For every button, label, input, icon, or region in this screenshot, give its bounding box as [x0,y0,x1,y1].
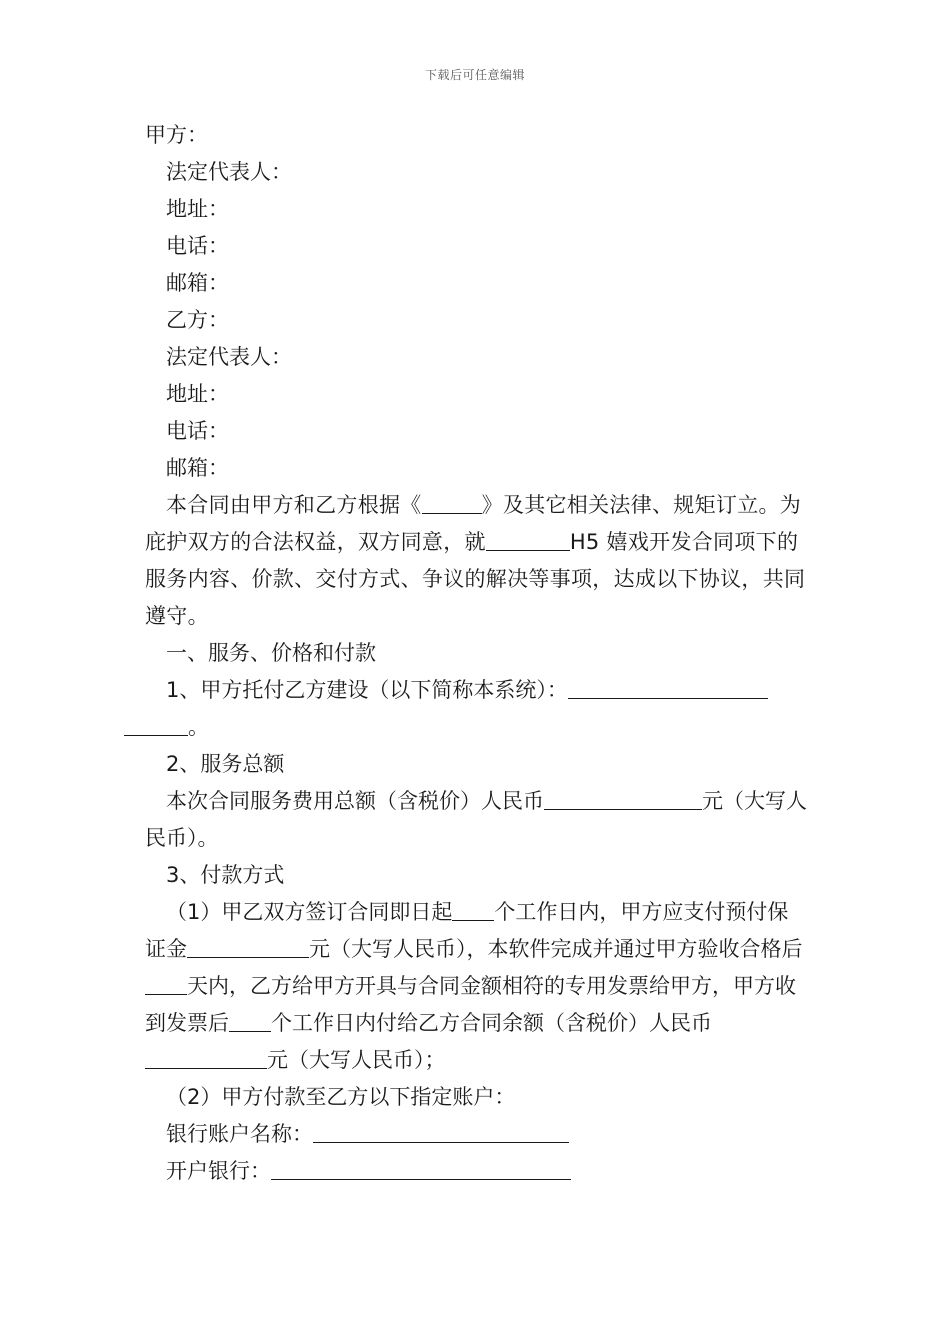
party-a-email: 邮箱： [166,271,229,295]
bank-name-line [145,1153,807,1190]
party-b-address: 地址： [166,382,229,406]
item-3-p1-d: 天内，乙方给甲方开具与合同金额相符的专用发票给甲方，甲方收到发票后 [145,974,796,1035]
contract-body [145,117,807,1190]
party-a-phone: 电话： [166,234,229,258]
bank-name-blank[interactable] [271,1155,571,1180]
item-3-para-1 [145,894,807,1079]
prepay-days-blank[interactable] [452,896,494,921]
bank-account-name-line [145,1116,807,1153]
item-2-text [145,783,807,857]
party-a-rep: 法定代表人： [166,160,292,184]
item-3-p1-e: 个工作日内付给乙方合同余额（含税价）人民币 [271,1011,712,1035]
party-b-email: 邮箱： [166,456,229,480]
item-1-end: 。 [188,715,209,739]
system-name-blank-line2[interactable] [124,711,188,736]
balance-days-blank[interactable] [229,1007,271,1032]
item-3-p1-b: 个工作日内，甲方应支付预付保证金 [145,900,789,961]
item-1-label: 1、甲方托付乙方建设（以下简称本系统）： [166,678,568,702]
item-2-text-b: 元（大写人民币）。 [145,789,807,850]
balance-amount-blank[interactable] [145,1044,267,1069]
invoice-days-blank[interactable] [145,970,187,995]
item-3-p1-c: 元（大写人民币），本软件完成并通过甲方验收合格后 [309,937,803,961]
bank-account-name-label: 银行账户名称： [166,1122,313,1146]
law-name-blank[interactable] [422,489,482,514]
item-2-title: 2、服务总额 [166,752,285,776]
deposit-amount-blank[interactable] [187,933,309,958]
party-a-title: 甲方： [145,123,208,147]
party-b-phone: 电话： [166,419,229,443]
system-name-blank-line1[interactable] [568,674,768,699]
preamble-text-1: 本合同由甲方和乙方根据《 [166,493,422,517]
item-1 [145,672,807,746]
item-3-p1-a: （1）甲乙双方签订合同即日起 [166,900,453,924]
preamble-text-2: 》及其它相关法律、规矩订立。为庇护双方的合法权益，双方同意，就 [145,493,802,554]
party-a-address: 地址： [166,197,229,221]
party-b-title: 乙方： [166,308,229,332]
item-3-p1-f: 元（大写人民币）； [267,1048,446,1072]
section-1-title: 一、服务、价格和付款 [166,641,376,665]
bank-name-label: 开户银行： [166,1159,271,1183]
item-3-title: 3、付款方式 [166,863,285,887]
total-amount-blank[interactable] [544,785,702,810]
item-2-text-a: 本次合同服务费用总额（含税价）人民币 [166,789,544,813]
preamble-text-3: H5 嬉戏开发合同项下的服务内容、价款、交付方式、争议的解决等事项，达成以下协议，共同遵守。 [145,530,806,628]
page-header-note: 下载后可任意编辑 [424,68,525,82]
preamble-paragraph [145,487,807,635]
bank-account-name-blank[interactable] [313,1118,569,1143]
project-name-blank[interactable] [486,526,570,551]
item-3-para-2: （2）甲方付款至乙方以下指定账户： [166,1085,516,1109]
party-b-rep: 法定代表人： [166,345,292,369]
